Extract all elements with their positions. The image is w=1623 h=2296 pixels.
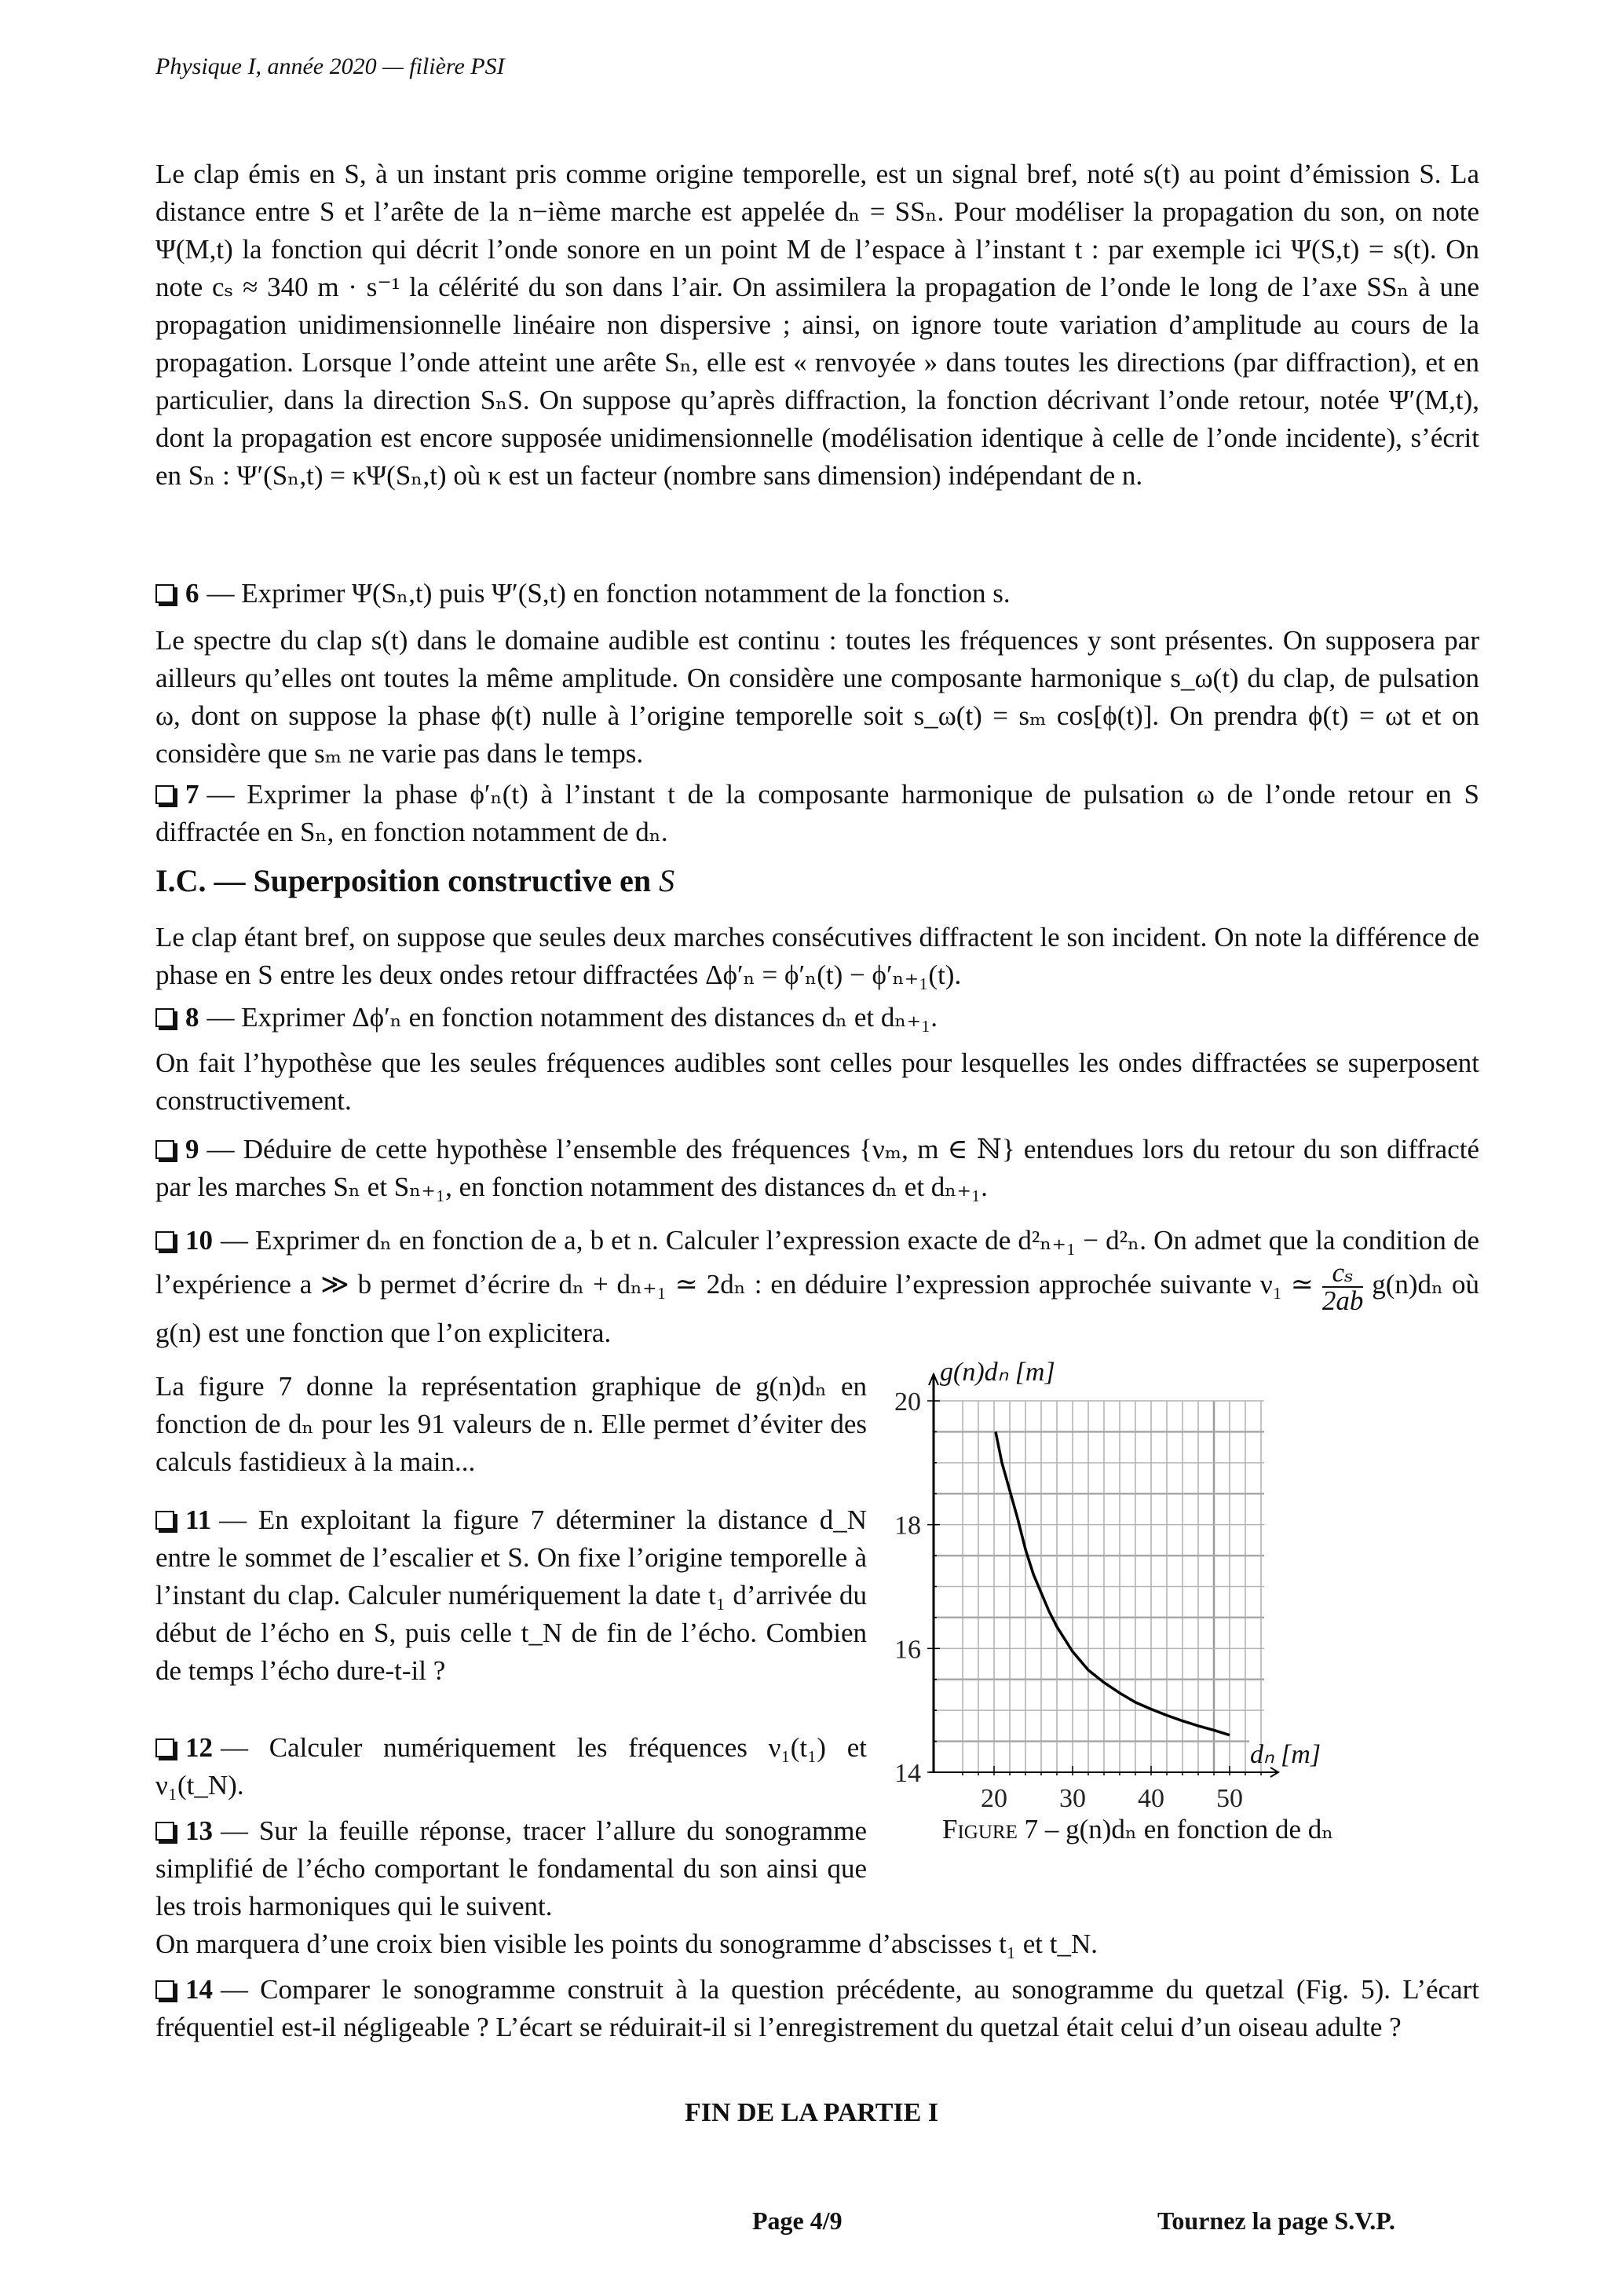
question-number: 12 [185,1732,213,1763]
y-tick-label: 16 [894,1635,921,1665]
checkbox-icon [155,785,174,804]
fraction-denominator: 2ab [1321,1285,1364,1316]
x-tick-label: 30 [1059,1784,1086,1813]
checkbox-icon [155,1140,174,1159]
cross-mark-paragraph [155,1925,1479,1963]
question-6 [155,575,1479,612]
question-text-end: g(n)dₙ où g(n) est une fonction que l’on explicitera. [155,1269,1480,1348]
y-axis-label: g(n)dₙ [m] [940,1358,1055,1387]
fraction [1321,1257,1364,1316]
question-number: 9 [185,1134,199,1164]
y-tick-label: 20 [894,1387,921,1417]
clap-paragraph [155,919,1479,994]
paragraph-text: On marquera d’une croix bien visible les points du sonogramme d’abscisses t₁ et t_N. [155,1929,1098,1959]
question-12 [155,1729,867,1804]
question-number: 14 [185,1974,213,2005]
checkbox-icon [155,1738,174,1757]
paragraph-text: Le clap étant bref, on suppose que seules deux marches consécutives diffractent le son incident. On note la différence de phase en S entre les deux ondes retour diffractées Δϕ′ₙ = ϕ′ₙ(t) − ϕ′ₙ₊₁(t). [155,922,1479,990]
question-text: — En exploitant la figure 7 déterminer la distance d_N entre le sommet de l’escalier et S. On fixe l’origine temporelle à l’instant du clap. Calculer numériquement la date t₁ d’arrivée du début de l’écho en S, puis celle t_N de fin de l’écho. Combien de temps l’écho dure-t-il ? [155,1504,867,1686]
question-text: — Exprimer Ψ(Sₙ,t) puis Ψ′(S,t) en fonction notamment de la fonction s. [207,578,1011,609]
question-number: 6 [185,578,199,609]
question-7 [155,776,1479,851]
checkbox-icon [155,1822,174,1841]
question-13 [155,1812,867,1925]
question-number: 11 [185,1504,212,1535]
question-number: 7 [185,779,199,810]
question-text: — Exprimer Δϕ′ₙ en fonction notamment des distances dₙ et dₙ₊₁. [207,1002,938,1033]
question-text: — Exprimer la phase ϕ′ₙ(t) à l’instant t de la composante harmonique de pulsation ω de l’onde retour en S diffractée en Sₙ, en fonction notamment de dₙ. [155,779,1479,847]
x-tick-label: 50 [1216,1784,1243,1813]
question-14 [155,1971,1479,2046]
x-axis-label: dₙ [m] [1250,1740,1321,1769]
paragraph-text: On fait l’hypothèse que les seules fréquences audibles sont celles pour lesquelles les ondes diffractées se superposent constructivement. [155,1047,1479,1116]
data-curve [996,1431,1230,1735]
question-number: 8 [185,1002,199,1033]
section-symbol: S [659,863,675,898]
section-title: I.C. — Superposition constructive en [155,863,652,898]
paragraph-text: La figure 7 donne la représentation graphique de g(n)dₙ en fonction de dₙ pour les 91 valeurs de n. Elle permet d’éviter des calculs fastidieux à la main... [155,1371,867,1477]
hypothesis-paragraph [155,1044,1479,1120]
checkbox-icon [155,584,174,603]
question-text: — Déduire de cette hypothèse l’ensemble des fréquences {νₘ, m ∈ ℕ} entendues lors du retour du son diffracté par les marches Sₙ et Sₙ₊₁, en fonction notamment des distances dₙ et dₙ₊₁. [155,1134,1479,1202]
question-text: — Comparer le sonogramme construit à la question précédente, au sonogramme du quetzal (Fig. 5). L’écart fréquentiel est-il négligeable ? L’écart se réduirait-il si l’enregistrement du quetzal était celui d’un oiseau adulte ? [155,1974,1479,2042]
question-text: — Exprimer dₙ en fonction de a, b et n. Calculer l’expression exacte de d²ₙ₊₁ − d²ₙ. On admet que la condition de l’expérience a ≫ b permet d’écrire dₙ + dₙ₊₁ ≃ 2dₙ : en déduire l’expression approchée suivante ν₁ ≃ [155,1225,1479,1300]
chart-svg [872,1351,1492,1861]
page-number: Page 4/9 [752,2206,843,2235]
question-number: 13 [185,1815,213,1846]
question-text: — Sur la feuille réponse, tracer l’allure du sonogramme simplifié de l’écho comportant le fondamental du son ainsi que les trois harmoniques qui le suivent. [155,1815,867,1921]
question-text: — Calculer numériquement les fréquences ν₁(t₁) et ν₁(t_N). [155,1732,867,1801]
y-tick-label: 14 [894,1759,921,1788]
figure-caption-text: – g(n)dₙ en fonction de dₙ [1044,1814,1334,1844]
figure-7-chart [872,1351,1492,1861]
figure-label: Figure 7 [942,1814,1039,1844]
x-tick-label: 20 [981,1784,1007,1813]
question-8 [155,999,1479,1036]
paragraph-text: Le spectre du clap s(t) dans le domaine audible est continu : toutes les fréquences y sont présentes. On supposera par ailleurs qu’elles ont toutes la même amplitude. On considère une composante harmonique s_ω(t) du clap, de pulsation ω, dont on suppose la phase ϕ(t) nulle à l’origine temporelle soit s_ω(t) = sₘ cos[ϕ(t)]. On prendra ϕ(t) = ωt et on considère que sₘ ne varie pas dans le temps. [155,625,1479,769]
question-number: 10 [185,1225,213,1256]
turn-page-note: Tournez la page S.V.P. [1157,2206,1395,2235]
y-tick-label: 18 [894,1511,921,1541]
question-10 [155,1222,1479,1352]
x-tick-label: 40 [1138,1784,1164,1813]
figure-caption [942,1814,1333,1845]
question-9 [155,1131,1479,1206]
end-of-part-title: FIN DE LA PARTIE I [684,2098,939,2127]
figure-intro-paragraph [155,1368,867,1481]
checkbox-icon [155,1231,174,1250]
intro-text: Le clap émis en S, à un instant pris comme origine temporelle, est un signal bref, noté s(t) au point d’émission S. La distance entre S et l’arête de la n−ième marche est appelée dₙ = SSₙ. Pour modéliser la propagation du son, on note Ψ(M,t) la fonction qui décrit l’onde sonore en un point M de l’espace à l’instant t : par exemple ici Ψ(S,t) = s(t). On note cₛ ≈ 340 m · s⁻¹ la célérité du son dans l’air. On assimilera la propagation de l’onde le long de l’axe SSₙ à une propagation unidimensionnelle linéaire non dispersive ; ainsi, on ignore toute variation d’amplitude au cours de la propagation. Lorsque l’onde atteint une arête Sₙ, elle est « renvoyée » dans toutes les directions (par diffraction), et en particulier, dans la direction SₙS. On suppose qu’après diffraction, la fonction décrivant l’onde retour, notée Ψ′(M,t), dont la propagation est encore supposée unidimensionnelle (modélisation identique à celle de l’onde incidente), s’écrit en Sₙ : Ψ′(Sₙ,t) = κΨ(Sₙ,t) où κ est un facteur (nombre sans dimension) indépendant de n. [155,159,1479,491]
spectrum-paragraph [155,622,1479,773]
checkbox-icon [155,1980,174,1999]
running-head: Physique I, année 2020 — filière PSI [155,53,505,79]
intro-paragraph [155,155,1479,495]
fraction-numerator: cₛ [1322,1260,1364,1288]
checkbox-icon [155,1008,174,1027]
checkbox-icon [155,1511,174,1530]
question-11 [155,1501,867,1690]
section-heading-ic [155,862,1479,900]
